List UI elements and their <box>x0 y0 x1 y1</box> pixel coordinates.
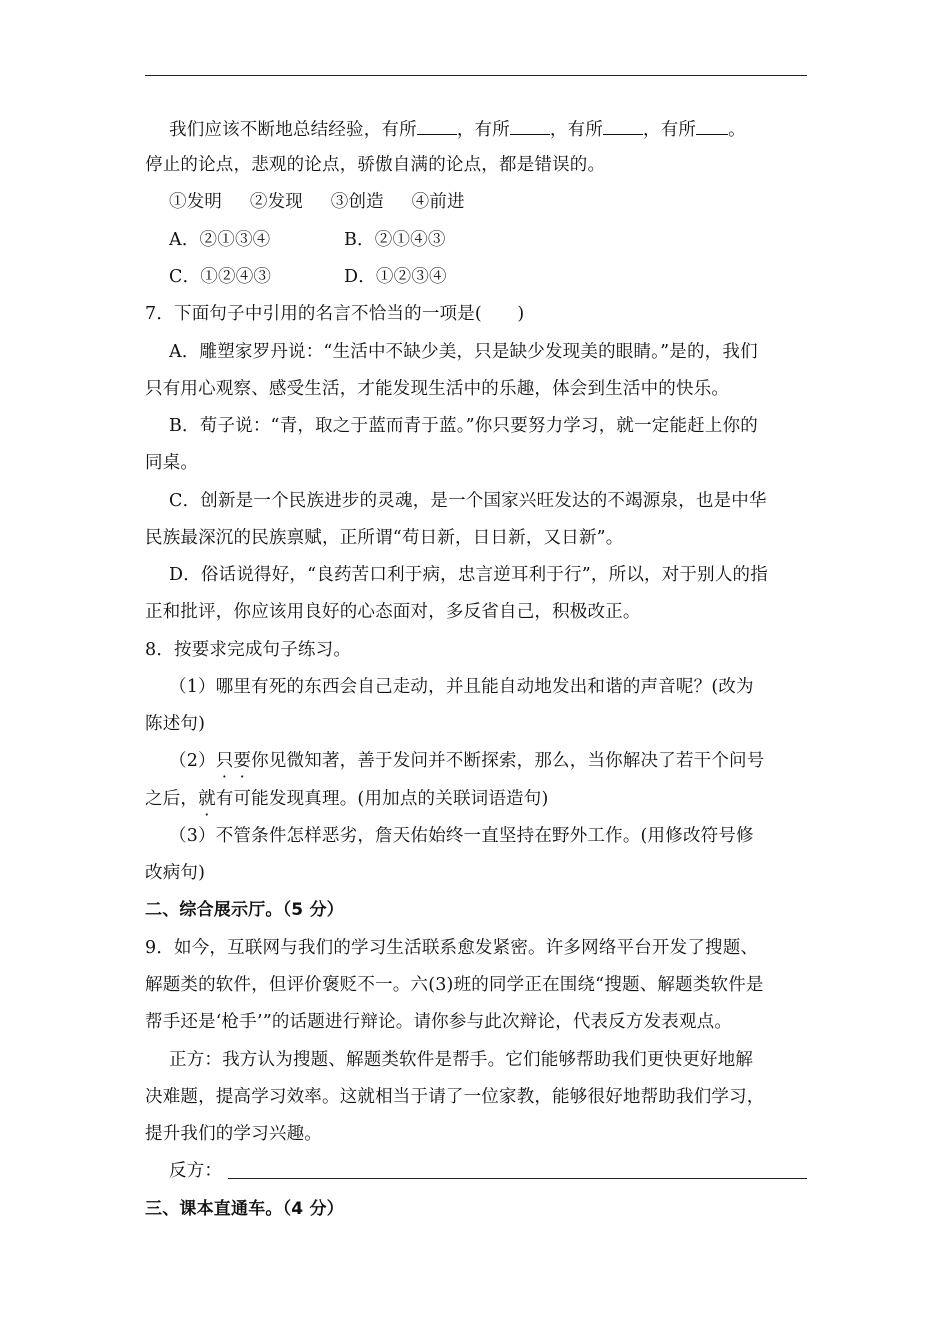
q8-item3-line1: （3）不管条件怎样恶劣，詹天佑始终一直坚持在野外工作。(用修改符号修 <box>169 826 754 846</box>
q8-title: 8．按要求完成句子练习。 <box>145 640 352 660</box>
q7-option-d-line1: D．俗话说得好，“良药苦口利于病，忠言逆耳利于行”，所以，对于别人的指 <box>169 565 768 585</box>
q7-option-c-line1: C．创新是一个民族进步的灵魂，是一个国家兴旺发达的不竭源泉，也是中华 <box>169 491 767 511</box>
answer-blank-3[interactable] <box>603 116 643 135</box>
section-3-heading: 三、课本直通车。（4 分） <box>145 1199 344 1219</box>
header-rule <box>145 75 807 76</box>
q6-choices-row2 <box>145 265 831 289</box>
q7-option-a-line2: 只有用心观察、感受生活，才能发现生活中的乐趣，体会到生活中的快乐。 <box>145 379 730 399</box>
option-2: ②发现 <box>249 192 303 212</box>
q8-item1-line1: （1）哪里有死的东西会自己走动，并且能自动地发出和谐的声音呢？(改为 <box>169 677 754 697</box>
con-answer-line[interactable] <box>228 1178 807 1179</box>
section-2-heading: 二、综合展示厅。（5 分） <box>145 900 344 920</box>
q7-option-d-line2: 正和批评，你应该用良好的心态面对，多反省自己，积极改正。 <box>145 602 641 622</box>
q9-pro-line3: 提升我们的学习兴趣。 <box>145 1124 322 1144</box>
q6-stem-line2: 停止的论点，悲观的论点，骄傲自满的论点，都是错误的。 <box>145 155 606 175</box>
choice-d[interactable]: D．①②③④ <box>344 267 447 287</box>
q6-choices-row1 <box>145 228 831 252</box>
q7-option-b-line1: B．荀子说：“青，取之于蓝而青于蓝。”你只要努力学习，就一定能赶上你的 <box>169 416 759 436</box>
option-1: ①发明 <box>169 192 223 212</box>
choice-c[interactable]: C．①②④③ <box>169 267 272 287</box>
emphasis-char: 只 <box>215 751 234 771</box>
q6-options <box>145 190 831 214</box>
q9-line1: 9．如今，互联网与我们的学习生活联系愈发紧密。许多网络平台开发了搜题、 <box>145 938 759 958</box>
choice-b[interactable]: B．②①④③ <box>344 230 446 250</box>
option-4: ④前进 <box>411 192 465 212</box>
q7-title: 7．下面句子中引用的名言不恰当的一项是( ) <box>145 304 525 324</box>
answer-blank-2[interactable] <box>510 116 550 135</box>
answer-blank-1[interactable] <box>417 116 457 135</box>
q8-item2-line2: 之后，就有可能发现真理。(用加点的关联词语造句) <box>145 789 549 809</box>
q9-line3: 帮手还是‘枪手’”的话题进行辩论。请你参与此次辩论，代表反方发表观点。 <box>145 1012 733 1032</box>
emphasis-char: 要 <box>233 751 252 771</box>
q9-pro-line2: 决难题，提高学习效率。这就相当于请了一位家教，能够很好地帮助我们学习， <box>145 1087 765 1107</box>
q9-con-label: 反方： <box>169 1161 223 1181</box>
emphasis-char: 就 <box>198 789 216 809</box>
q8-item1-line2: 陈述句) <box>145 714 206 734</box>
choice-a[interactable]: A．②①③④ <box>169 230 271 250</box>
answer-blank-4[interactable] <box>696 116 728 135</box>
q8-item3-line2: 改病句) <box>145 863 206 883</box>
q9-pro-line1: 正方：我方认为搜题、解题类软件是帮手。它们能够帮助我们更快更好地解 <box>169 1050 754 1070</box>
q7-option-a-line1: A．雕塑家罗丹说：“生活中不缺少美，只是缺少发现美的眼睛。”是的，我们 <box>169 342 758 362</box>
q7-option-b-line2: 同桌。 <box>145 453 199 473</box>
q8-item2-line1: （2）只要你见微知著，善于发问并不断探索，那么，当你解决了若干个问号 <box>169 751 765 771</box>
q9-line2: 解题类的软件，但评价褒贬不一。六(3)班的同学正在围绕“搜题、解题类软件是 <box>145 975 764 995</box>
option-3: ③创造 <box>330 192 384 212</box>
q6-stem-line1: 我们应该不断地总结经验，有所 ，有所 ，有所 ，有所 。 <box>145 116 831 142</box>
q7-option-c-line2: 民族最深沉的民族禀赋，正所谓“苟日新，日日新，又日新”。 <box>145 528 624 548</box>
